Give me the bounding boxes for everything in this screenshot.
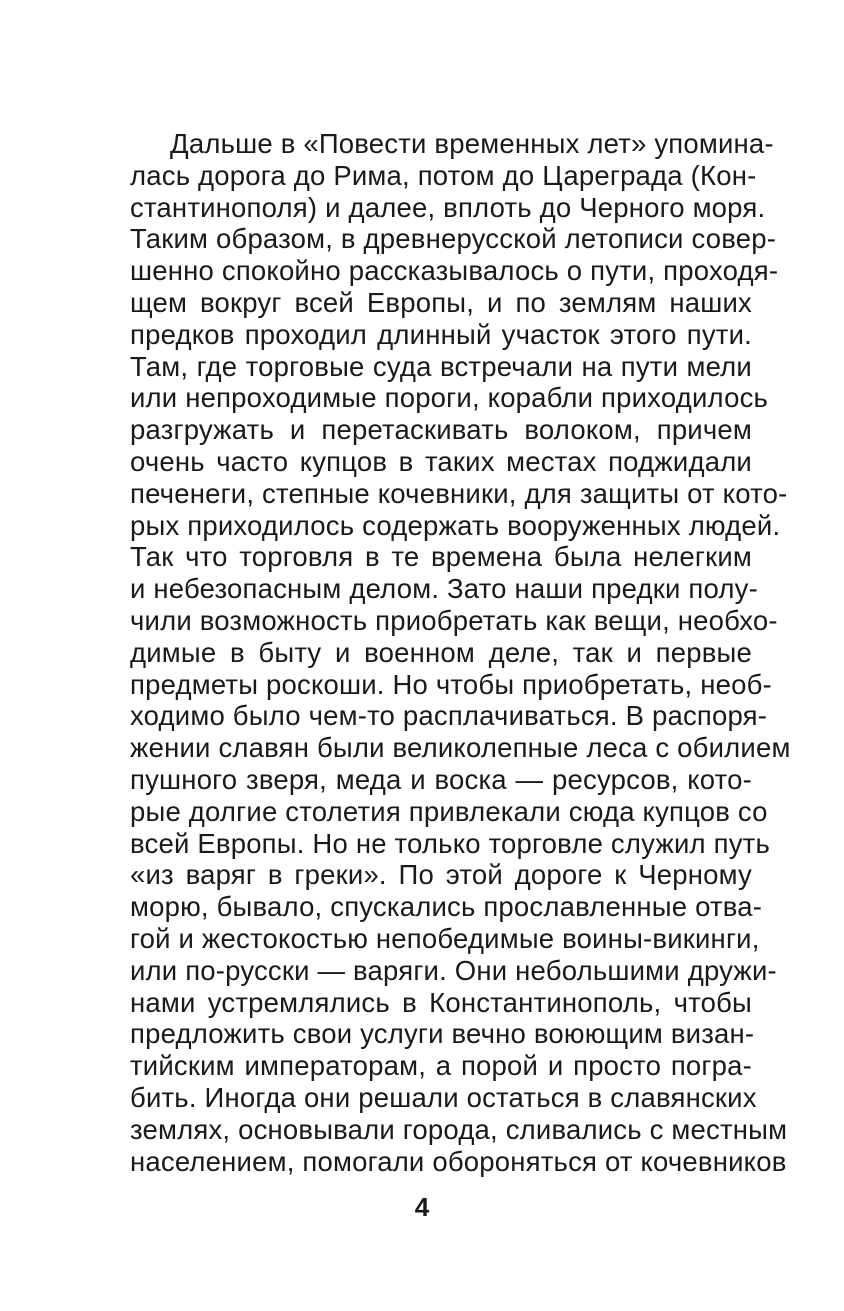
text-line: предков проходил длинный участок этого пути.	[130, 318, 752, 350]
text-line: рые долгие столетия привлекали сюда купцов со	[130, 795, 768, 827]
text-line: рых приходилось содержать вооруженных людей.	[130, 509, 781, 541]
text-line: очень часто купцов в таких местах поджидали	[130, 445, 752, 477]
text-line: щем вокруг всей Европы, и по землям наших	[130, 286, 752, 318]
text-line: бить. Иногда они решали остаться в славянских	[130, 1081, 757, 1113]
text-line: предложить свои услуги вечно воюющим визан-	[130, 1018, 755, 1050]
text-line: или непроходимые пороги, корабли приходилось	[130, 382, 769, 414]
text-line: печенеги, степные кочевники, для защиты от кото-	[130, 477, 788, 509]
text-line: жении славян были великолепные леса с обилием	[130, 732, 791, 764]
text-line: Дальше в «Повести временных лет» упомина-	[170, 128, 774, 159]
text-line: разгружать и перетаскивать волоком, причем	[130, 414, 752, 446]
text-line: ходимо было чем-то расплачиваться. В распоря-	[130, 700, 768, 732]
text-line: тийским императорам, а порой и просто погра-	[130, 1050, 752, 1082]
text-line: чили возможность приобретать как вещи, необхо-	[130, 604, 778, 636]
text-line: лась дорога до Рима, потом до Цареграда (Кон-	[130, 159, 757, 191]
text-line: пушного зверя, меда и воска — ресурсов, кото-	[130, 763, 752, 795]
text-line: населением, помогали обороняться от кочевников	[130, 1145, 787, 1177]
text-line: или по-русски — варяги. Они небольшими дружи-	[130, 954, 777, 986]
text-line: Там, где торговые суда встречали на пути мели	[130, 350, 752, 382]
text-line: морю, бывало, спускались прославленные отва-	[130, 891, 763, 923]
text-line: димые в быту и военном деле, так и первые	[130, 636, 752, 668]
text-line: и небезопасным делом. Зато наши предки полу-	[130, 573, 758, 605]
text-line: предметы роскоши. Но чтобы приобретать, необ-	[130, 668, 772, 700]
text-line: землях, основывали города, сливались с местным	[130, 1113, 788, 1145]
text-line: шенно спокойно рассказывалось о пути, проходя-	[130, 255, 779, 287]
page-number: 4	[414, 1192, 430, 1222]
text-line: Таким образом, в древнерусской летописи совер-	[130, 223, 777, 255]
text-line: «из варяг в греки». По этой дороге к Черному	[130, 859, 752, 891]
text-line: нами устремлялись в Константинополь, чтобы	[130, 986, 752, 1018]
text-line: стантинополя) и далее, вплоть до Черного моря.	[130, 191, 766, 223]
text-line: гой и жестокостью непобедимые воины-викинги,	[130, 922, 760, 954]
body-text	[130, 128, 791, 1177]
text-line: всей Европы. Но не только торговле служил путь	[130, 827, 770, 859]
text-line: Так что торговля в те времена была нелегким	[130, 541, 752, 573]
